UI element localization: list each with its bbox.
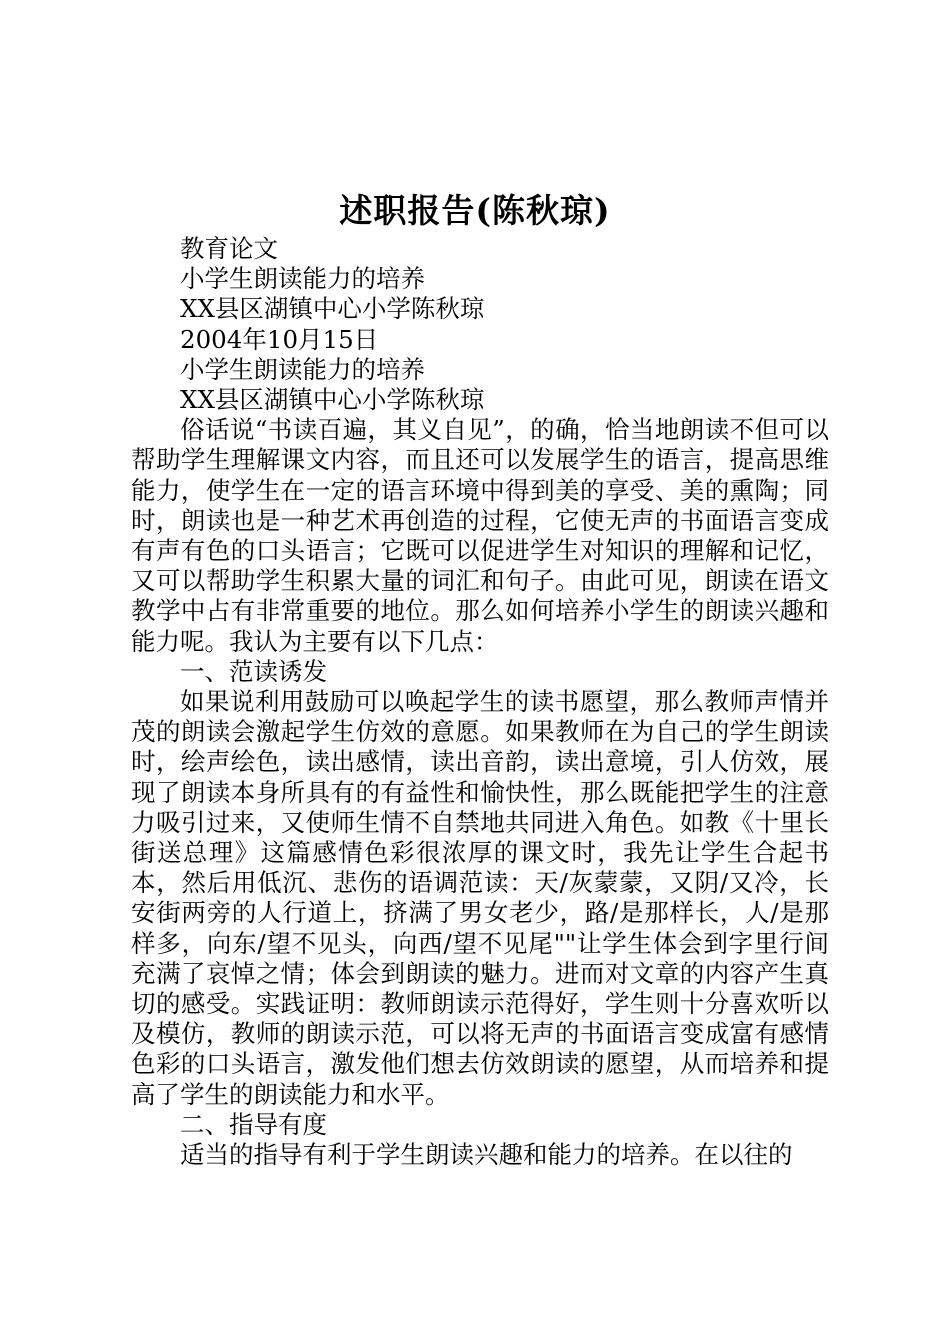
paragraph-section-1: 如果说利用鼓励可以唤起学生的读书愿望，那么教师声情并茂的朗读会激起学生仿效的意愿。如果教师在为自己的学生朗读时，绘声绘色，读出感情，读出音韵，读出意境，引人仿效，展现了朗读本身所具有的有益性和愉快性，那么既能把学生的注意力吸引过来，又使师生情不自禁地共同进入角色。如教《十里长街送总理》这篇感情色彩很浓厚的课文时，我先让学生合起书本，然后用低沉、悲伤的语调范读：天/灰蒙蒙，又阴/又冷，长安街两旁的人行道上，挤满了男女老少，路/是那样长，人/是那样多，向东/望不见头，向西/望不见尾""让学生体会到字里行间充满了哀悼之情；体会到朗读的魅力。进而对文章的内容产生真切的感受。实践证明：教师朗读示范得好，学生则十分喜欢听以及模仿，教师的朗读示范，可以将无声的书面语言变成富有感情色彩的口头语言，激发他们想去仿效朗读的愿望，从而培养和提高了学生的朗读能力和水平。 [131, 686, 829, 1109]
header-line-subject: 小学生朗读能力的培养 [180, 264, 425, 294]
header-line-date: 2004年10月15日 [180, 324, 379, 354]
header-line-category: 教育论文 [180, 234, 278, 263]
section-heading-1: 一、范读诱发 [180, 656, 327, 686]
header-line-author-repeat: XX县区湖镇中心小学陈秋琼 [180, 384, 485, 414]
document-body [131, 234, 829, 1170]
document-title: 述职报告(陈秋琼) [339, 191, 611, 230]
header-line-subject-repeat: 小学生朗读能力的培养 [180, 354, 425, 384]
paragraph-section-2: 适当的指导有利于学生朗读兴趣和能力的培养。在以往的 [180, 1140, 793, 1169]
section-heading-2: 二、指导有度 [180, 1109, 327, 1139]
paragraph-intro: 俗话说“书读百遍，其义自见”，的确，恰当地朗读不但可以帮助学生理解课文内容，而且还可以发展学生的语言，提高思维能力，使学生在一定的语言环境中得到美的享受、美的熏陶；同时，朗读也是一种艺术再创造的过程，它使无声的书面语言变成有声有色的口头语言；它既可以促进学生对知识的理解和记忆，又可以帮助学生积累大量的词汇和句子。由此可见，朗读在语文教学中占有非常重要的地位。那么如何培养小学生的朗读兴趣和能力呢。我认为主要有以下几点： [131, 415, 829, 656]
header-line-author: XX县区湖镇中心小学陈秋琼 [180, 294, 485, 324]
